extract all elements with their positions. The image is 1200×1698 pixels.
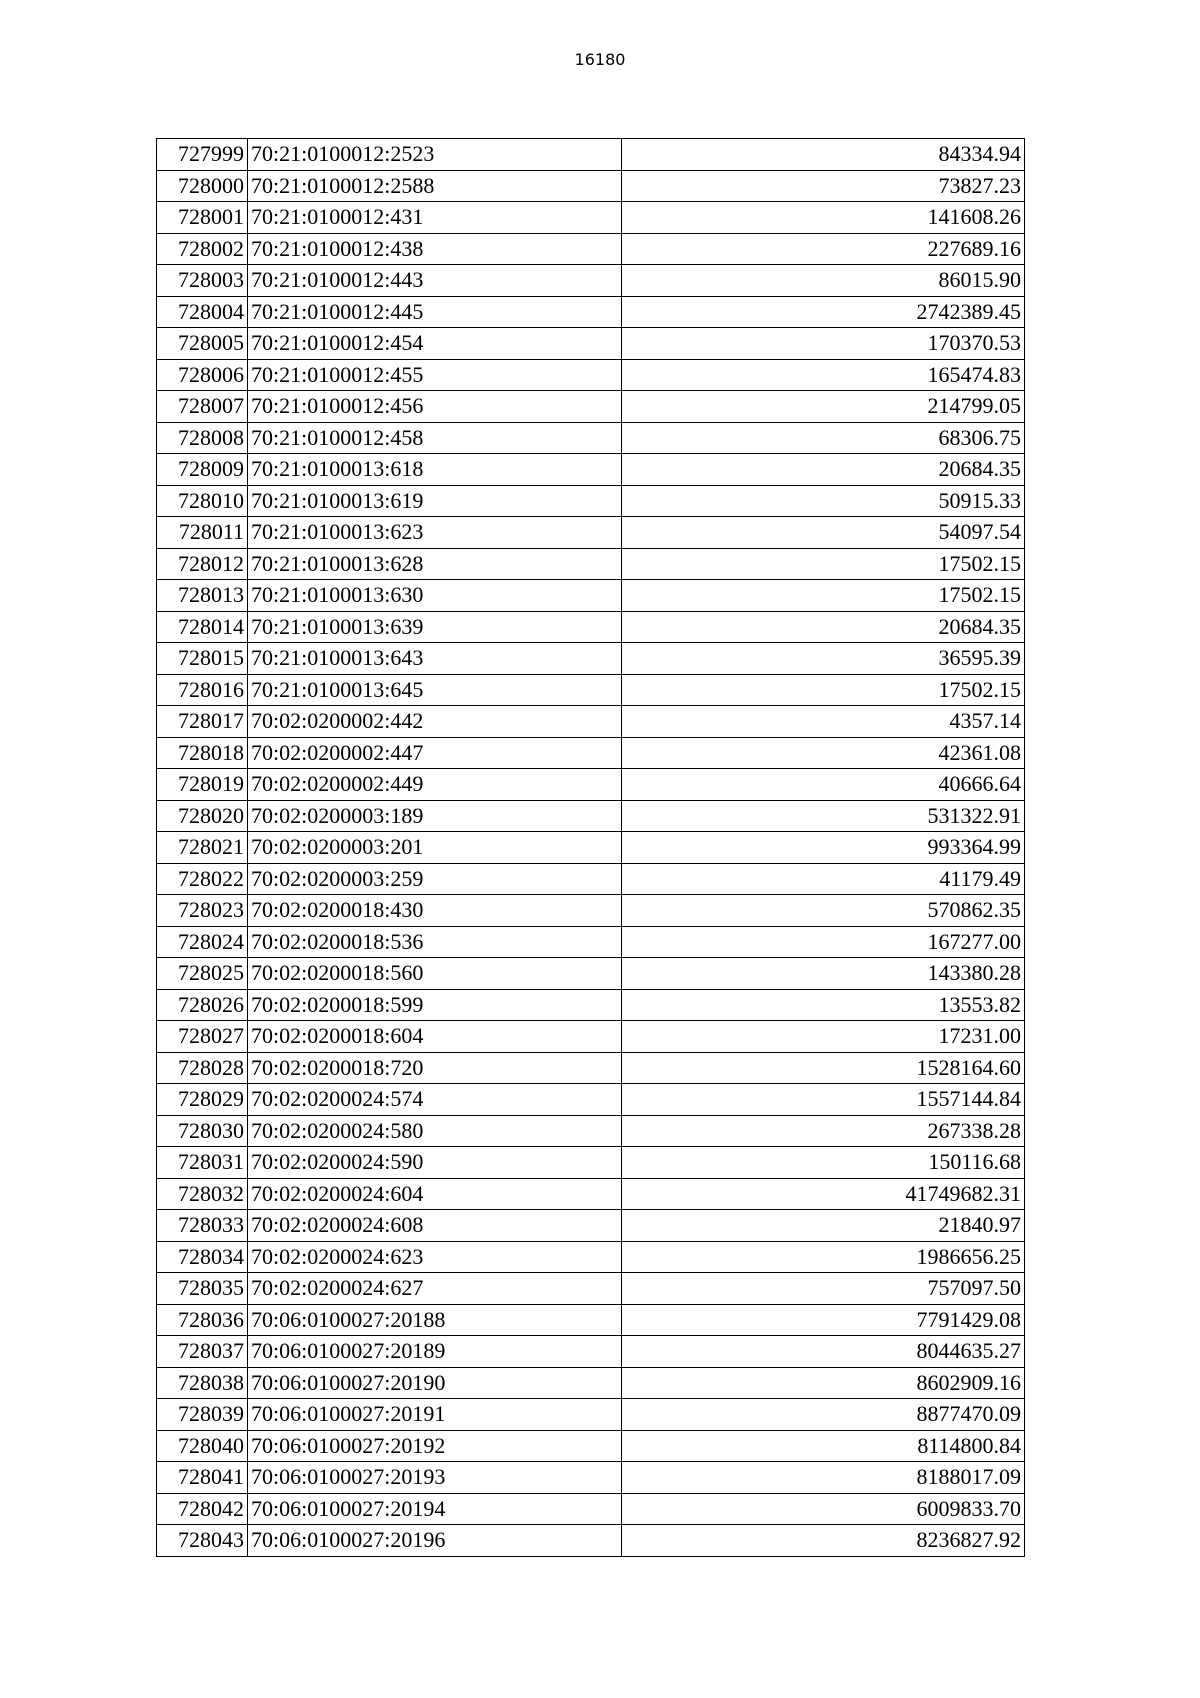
cadastral-value-cell: 6009833.70 (622, 1493, 1025, 1525)
row-number-cell: 727999 (157, 139, 248, 171)
row-number-cell: 728036 (157, 1304, 248, 1336)
cadastral-number-cell: 70:02:0200002:442 (248, 706, 622, 738)
cadastral-number-cell: 70:21:0100013:618 (248, 454, 622, 486)
row-number-cell: 728004 (157, 296, 248, 328)
cadastral-value-cell: 570862.35 (622, 895, 1025, 927)
table-row (157, 1021, 1025, 1053)
row-number-cell: 728043 (157, 1525, 248, 1557)
cadastral-value-cell: 17502.15 (622, 548, 1025, 580)
cadastral-number-cell: 70:02:0200003:259 (248, 863, 622, 895)
cadastral-number-cell: 70:21:0100013:639 (248, 611, 622, 643)
table-row (157, 769, 1025, 801)
table-row (157, 1241, 1025, 1273)
cadastral-number-cell: 70:06:0100027:20196 (248, 1525, 622, 1557)
row-number-cell: 728023 (157, 895, 248, 927)
cadastral-number-cell: 70:02:0200003:201 (248, 832, 622, 864)
cadastral-value-cell: 20684.35 (622, 611, 1025, 643)
row-number-cell: 728020 (157, 800, 248, 832)
cadastral-value-cell: 40666.64 (622, 769, 1025, 801)
cadastral-value-cell: 54097.54 (622, 517, 1025, 549)
table-row (157, 202, 1025, 234)
row-number-cell: 728010 (157, 485, 248, 517)
cadastral-number-cell: 70:21:0100013:645 (248, 674, 622, 706)
cadastral-value-cell: 7791429.08 (622, 1304, 1025, 1336)
cadastral-number-cell: 70:21:0100012:456 (248, 391, 622, 423)
cadastral-value-cell: 8877470.09 (622, 1399, 1025, 1431)
cadastral-value-cell: 2742389.45 (622, 296, 1025, 328)
cadastral-value-cell: 73827.23 (622, 170, 1025, 202)
row-number-cell: 728001 (157, 202, 248, 234)
row-number-cell: 728033 (157, 1210, 248, 1242)
row-number-cell: 728017 (157, 706, 248, 738)
cadastral-number-cell: 70:21:0100012:454 (248, 328, 622, 360)
table-row (157, 422, 1025, 454)
table-row (157, 580, 1025, 612)
row-number-cell: 728039 (157, 1399, 248, 1431)
cadastral-value-cell: 531322.91 (622, 800, 1025, 832)
row-number-cell: 728035 (157, 1273, 248, 1305)
cadastral-value-cell: 17502.15 (622, 674, 1025, 706)
cadastral-value-cell: 41179.49 (622, 863, 1025, 895)
table-row (157, 548, 1025, 580)
row-number-cell: 728014 (157, 611, 248, 643)
cadastral-number-cell: 70:02:0200018:599 (248, 989, 622, 1021)
table-row (157, 737, 1025, 769)
table-row (157, 926, 1025, 958)
cadastral-number-cell: 70:21:0100012:455 (248, 359, 622, 391)
table-row (157, 1273, 1025, 1305)
table-row (157, 1493, 1025, 1525)
cadastral-value-cell: 141608.26 (622, 202, 1025, 234)
cadastral-value-cell: 8044635.27 (622, 1336, 1025, 1368)
cadastral-value-cell: 267338.28 (622, 1115, 1025, 1147)
table-row (157, 328, 1025, 360)
row-number-cell: 728013 (157, 580, 248, 612)
row-number-cell: 728025 (157, 958, 248, 990)
cadastral-value-cell: 1986656.25 (622, 1241, 1025, 1273)
cadastral-value-cell: 150116.68 (622, 1147, 1025, 1179)
row-number-cell: 728018 (157, 737, 248, 769)
table-row (157, 454, 1025, 486)
cadastral-value-cell: 170370.53 (622, 328, 1025, 360)
table-row (157, 359, 1025, 391)
row-number-cell: 728009 (157, 454, 248, 486)
cadastral-number-cell: 70:06:0100027:20192 (248, 1430, 622, 1462)
table-row (157, 674, 1025, 706)
row-number-cell: 728028 (157, 1052, 248, 1084)
cadastral-value-cell: 214799.05 (622, 391, 1025, 423)
cadastral-number-cell: 70:02:0200018:560 (248, 958, 622, 990)
cadastral-number-cell: 70:02:0200024:627 (248, 1273, 622, 1305)
row-number-cell: 728031 (157, 1147, 248, 1179)
row-number-cell: 728026 (157, 989, 248, 1021)
cadastral-number-cell: 70:06:0100027:20193 (248, 1462, 622, 1494)
cadastral-number-cell: 70:02:0200018:720 (248, 1052, 622, 1084)
cadastral-number-cell: 70:06:0100027:20194 (248, 1493, 622, 1525)
row-number-cell: 728019 (157, 769, 248, 801)
row-number-cell: 728015 (157, 643, 248, 675)
cadastral-value-cell: 165474.83 (622, 359, 1025, 391)
cadastral-number-cell: 70:21:0100012:445 (248, 296, 622, 328)
table-row (157, 611, 1025, 643)
table-row (157, 391, 1025, 423)
table-row (157, 989, 1025, 1021)
row-number-cell: 728024 (157, 926, 248, 958)
cadastral-value-cell: 227689.16 (622, 233, 1025, 265)
cadastral-value-cell: 68306.75 (622, 422, 1025, 454)
table-row (157, 1084, 1025, 1116)
cadastral-number-cell: 70:02:0200024:590 (248, 1147, 622, 1179)
row-number-cell: 728027 (157, 1021, 248, 1053)
row-number-cell: 728008 (157, 422, 248, 454)
table-row (157, 1525, 1025, 1557)
cadastral-number-cell: 70:21:0100012:458 (248, 422, 622, 454)
cadastral-number-cell: 70:02:0200002:449 (248, 769, 622, 801)
table-row (157, 1052, 1025, 1084)
cadastral-number-cell: 70:21:0100013:643 (248, 643, 622, 675)
table-row (157, 1147, 1025, 1179)
cadastral-number-cell: 70:02:0200024:608 (248, 1210, 622, 1242)
table-row (157, 296, 1025, 328)
row-number-cell: 728000 (157, 170, 248, 202)
page-number: 16180 (574, 50, 626, 69)
cadastral-number-cell: 70:21:0100012:438 (248, 233, 622, 265)
cadastral-value-cell: 84334.94 (622, 139, 1025, 171)
table-row (157, 1430, 1025, 1462)
cadastral-value-cell: 8188017.09 (622, 1462, 1025, 1494)
cadastral-value-cell: 993364.99 (622, 832, 1025, 864)
cadastral-number-cell: 70:02:0200024:574 (248, 1084, 622, 1116)
row-number-cell: 728005 (157, 328, 248, 360)
table-row (157, 517, 1025, 549)
table-row (157, 1336, 1025, 1368)
row-number-cell: 728032 (157, 1178, 248, 1210)
table-row (157, 643, 1025, 675)
row-number-cell: 728006 (157, 359, 248, 391)
cadastral-value-cell: 143380.28 (622, 958, 1025, 990)
cadastral-number-cell: 70:21:0100013:619 (248, 485, 622, 517)
table-row (157, 1115, 1025, 1147)
cadastral-value-cell: 1557144.84 (622, 1084, 1025, 1116)
cadastral-number-cell: 70:06:0100027:20190 (248, 1367, 622, 1399)
cadastral-number-cell: 70:21:0100013:623 (248, 517, 622, 549)
cadastral-number-cell: 70:06:0100027:20188 (248, 1304, 622, 1336)
cadastral-number-cell: 70:21:0100012:2588 (248, 170, 622, 202)
cadastral-value-cell: 42361.08 (622, 737, 1025, 769)
table-row (157, 265, 1025, 297)
cadastral-number-cell: 70:02:0200018:536 (248, 926, 622, 958)
table-row (157, 958, 1025, 990)
table-row (157, 170, 1025, 202)
cadastral-number-cell: 70:21:0100013:628 (248, 548, 622, 580)
cadastral-number-cell: 70:06:0100027:20191 (248, 1399, 622, 1431)
row-number-cell: 728038 (157, 1367, 248, 1399)
table-row (157, 1304, 1025, 1336)
table-row (157, 1210, 1025, 1242)
row-number-cell: 728012 (157, 548, 248, 580)
table-row (157, 895, 1025, 927)
cadastral-value-cell: 36595.39 (622, 643, 1025, 675)
cadastral-value-cell: 13553.82 (622, 989, 1025, 1021)
table-row (157, 706, 1025, 738)
cadastral-number-cell: 70:02:0200024:623 (248, 1241, 622, 1273)
cadastral-value-cell: 20684.35 (622, 454, 1025, 486)
table-row (157, 1462, 1025, 1494)
cadastral-value-cell: 8114800.84 (622, 1430, 1025, 1462)
cadastral-number-cell: 70:02:0200018:430 (248, 895, 622, 927)
row-number-cell: 728021 (157, 832, 248, 864)
cadastral-number-cell: 70:21:0100012:431 (248, 202, 622, 234)
row-number-cell: 728040 (157, 1430, 248, 1462)
cadastral-number-cell: 70:02:0200024:604 (248, 1178, 622, 1210)
row-number-cell: 728030 (157, 1115, 248, 1147)
table-row (157, 233, 1025, 265)
row-number-cell: 728007 (157, 391, 248, 423)
cadastral-number-cell: 70:02:0200018:604 (248, 1021, 622, 1053)
cadastral-value-cell: 17502.15 (622, 580, 1025, 612)
cadastral-value-cell: 17231.00 (622, 1021, 1025, 1053)
cadastral-value-table (156, 138, 1025, 1557)
cadastral-number-cell: 70:06:0100027:20189 (248, 1336, 622, 1368)
row-number-cell: 728002 (157, 233, 248, 265)
cadastral-number-cell: 70:02:0200024:580 (248, 1115, 622, 1147)
row-number-cell: 728016 (157, 674, 248, 706)
row-number-cell: 728003 (157, 265, 248, 297)
table-row (157, 1178, 1025, 1210)
table-row (157, 485, 1025, 517)
row-number-cell: 728037 (157, 1336, 248, 1368)
row-number-cell: 728022 (157, 863, 248, 895)
row-number-cell: 728011 (157, 517, 248, 549)
cadastral-number-cell: 70:21:0100013:630 (248, 580, 622, 612)
row-number-cell: 728042 (157, 1493, 248, 1525)
table-row (157, 832, 1025, 864)
cadastral-value-cell: 4357.14 (622, 706, 1025, 738)
cadastral-value-cell: 8602909.16 (622, 1367, 1025, 1399)
table-body (157, 139, 1025, 1557)
table-row (157, 863, 1025, 895)
row-number-cell: 728029 (157, 1084, 248, 1116)
cadastral-value-cell: 50915.33 (622, 485, 1025, 517)
cadastral-value-cell: 41749682.31 (622, 1178, 1025, 1210)
table-row (157, 1367, 1025, 1399)
cadastral-number-cell: 70:02:0200003:189 (248, 800, 622, 832)
table-row (157, 800, 1025, 832)
cadastral-number-cell: 70:02:0200002:447 (248, 737, 622, 769)
row-number-cell: 728041 (157, 1462, 248, 1494)
cadastral-value-cell: 21840.97 (622, 1210, 1025, 1242)
row-number-cell: 728034 (157, 1241, 248, 1273)
cadastral-number-cell: 70:21:0100012:2523 (248, 139, 622, 171)
cadastral-value-cell: 757097.50 (622, 1273, 1025, 1305)
cadastral-value-cell: 86015.90 (622, 265, 1025, 297)
cadastral-number-cell: 70:21:0100012:443 (248, 265, 622, 297)
cadastral-value-cell: 167277.00 (622, 926, 1025, 958)
table-row (157, 1399, 1025, 1431)
cadastral-value-cell: 8236827.92 (622, 1525, 1025, 1557)
cadastral-value-cell: 1528164.60 (622, 1052, 1025, 1084)
table-row (157, 139, 1025, 171)
